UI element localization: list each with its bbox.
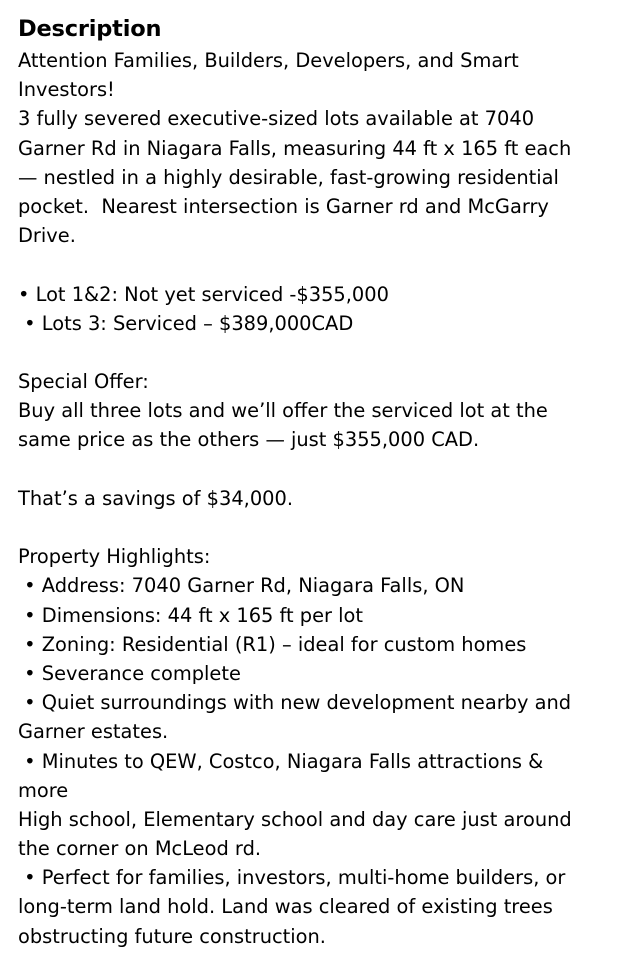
text-line: Buy all three lots and we’ll offer the serviced lot at the [18, 399, 548, 423]
text-line: Attention Families, Builders, Developers, and Smart [18, 49, 519, 72]
highlight-item: • Dimensions: 44 ft x 165 ft per lot [18, 603, 364, 627]
text-line: pocket. Nearest intersection is Garner rd and McGarry [18, 194, 549, 218]
special-offer [18, 367, 626, 455]
text-line: the corner on McLeod rd. [18, 837, 262, 861]
text-line: more [18, 778, 69, 802]
paragraph-gap [18, 455, 626, 484]
highlight-item: • Minutes to QEW, Costco, Niagara Falls attractions & [18, 749, 544, 773]
text-line: obstructing future construction. [18, 924, 326, 948]
text-line: long-term land hold. Land was cleared of existing trees [18, 895, 553, 919]
text-line: same price as the others — just $355,000 CAD. [18, 428, 480, 452]
highlight-item: • Address: 7040 Garner Rd, Niagara Falls, ON [18, 574, 465, 598]
paragraph-gap [18, 250, 626, 279]
highlight-item: • Quiet surroundings with new development nearby and [18, 691, 572, 715]
text-line: — nestled in a highly desirable, fast-growing residential [18, 165, 559, 189]
description-heading: Description [18, 16, 162, 42]
highlights-heading: Property Highlights: [18, 545, 211, 569]
property-highlights [18, 542, 626, 951]
paragraph-gap [18, 338, 626, 367]
highlight-item: • Severance complete [18, 661, 241, 685]
highlight-item: • Perfect for families, investors, multi-home builders, or [18, 866, 566, 890]
savings-line: That’s a savings of $34,000. [18, 486, 294, 510]
text-line: Investors! [18, 78, 115, 102]
text-line: Drive. [18, 224, 76, 248]
highlight-item: • Zoning: Residential (R1) – ideal for custom homes [18, 632, 527, 656]
text-line: 3 fully severed executive-sized lots available at 7040 [18, 107, 535, 131]
text-line: High school, Elementary school and day care just around [18, 807, 572, 831]
paragraph-gap [18, 513, 626, 542]
price-item: • Lots 3: Serviced – $389,000CAD [18, 311, 354, 335]
intro-paragraph [18, 46, 626, 250]
offer-heading: Special Offer: [18, 370, 149, 394]
pricing-list [18, 280, 626, 338]
text-line: Garner Rd in Niagara Falls, measuring 44 ft x 165 ft each [18, 136, 572, 160]
text-line: Garner estates. [18, 720, 169, 744]
price-item: • Lot 1&2: Not yet serviced -$355,000 [18, 282, 389, 306]
